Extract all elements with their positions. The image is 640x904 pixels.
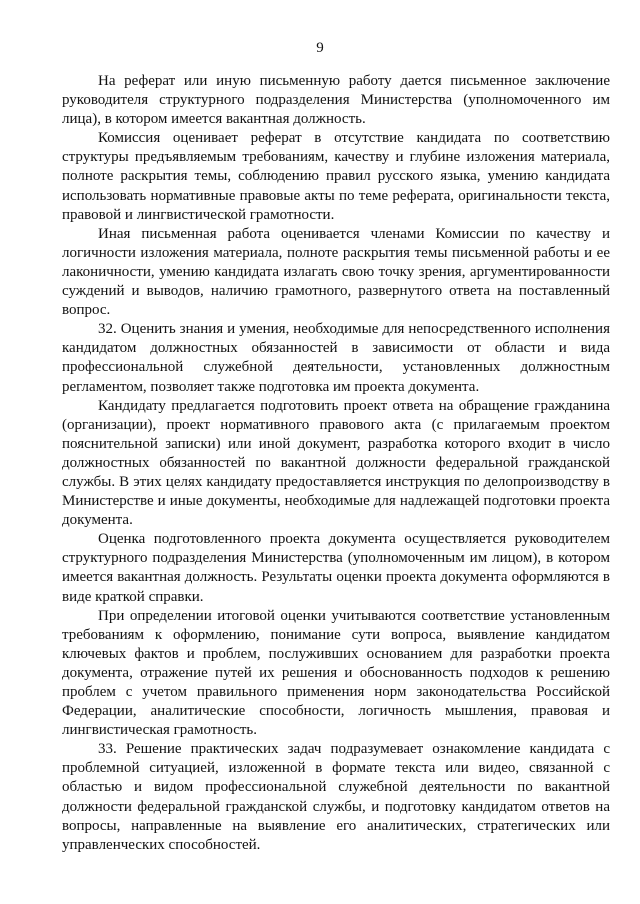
paragraph-item-32: 32. Оценить знания и умения, необходимые для непосредственного исполнения кандидатом должностных обязанностей в зависимости от области и вида профессиональной служебной деятельности, установленных должностным регламентом, позволяет также подготовка им проекта документа.: [62, 321, 610, 395]
paragraph-item-33: 33. Решение практических задач подразумевает ознакомление кандидата с проблемной ситуацией, изложенной в формате текста или видео, связанной с областью и видом профессиональной служебной деятельности по вакантной должности федеральной гражданской службы, и подготовку кандидатом ответов на вопросы, направленные на выявление его аналитических, стратегических или управленческих способностей.: [62, 741, 610, 853]
paragraph-written-work-conclusion: На реферат или иную письменную работу дается письменное заключение руководителя структурного подразделения Министерства (уполномоченного им лица), в котором имеется вакантная должность.: [62, 73, 610, 128]
document-body: [62, 72, 610, 855]
page-number: 9: [316, 40, 324, 56]
paragraph-final-assessment: При определении итоговой оценки учитываются соответствие установленным требованиям к оформлению, понимание сути вопроса, выявление кандидатом ключевых фактов и проблем, послуживших основанием для разработки проекта документа, отражение путей их решения и обоснованность подходов к решению проблем с учетом правильного применения норм законодательства Российской Федерации, аналитические способности, логичность мышления, правовая и лингвистическая грамотность.: [62, 607, 610, 739]
paragraph-essay-evaluation: Комиссия оценивает реферат в отсутствие кандидата по соответствию структуры предъявляемым требованиям, качеству и глубине изложения материала, полноте раскрытия темы, соблюдению правил русского языка, умению кандидата использовать нормативные правовые акты по теме реферата, оригинальности текста, правовой и лингвистической грамотности.: [62, 130, 610, 223]
paragraph-draft-document-task: Кандидату предлагается подготовить проект ответа на обращение гражданина (организации), проект нормативного правового акта (с прилагаемым проектом пояснительной записки) или иной документ, разработка которого входит в число должностных обязанностей по вакантной должности федеральной гражданской службы. В этих целях кандидату предоставляется инструкция по делопроизводству в Министерстве и иные документы, необходимые для надлежащей подготовки проекта документа.: [62, 397, 610, 529]
paragraph-draft-evaluation: Оценка подготовленного проекта документа осуществляется руководителем структурного подразделения Министерства (уполномоченным им лицом), в котором имеется вакантная должность. Результаты оценки проекта документа оформляются в виде краткой справки.: [62, 531, 610, 605]
paragraph-other-written-work: Иная письменная работа оценивается членами Комиссии по качеству и логичности изложения материала, полноте раскрытия темы письменной работы и ее лаконичности, умению кандидата излагать свою точку зрения, аргументированности суждений и выводов, наличию грамотного, развернутого ответа на поставленный вопрос.: [62, 225, 610, 319]
